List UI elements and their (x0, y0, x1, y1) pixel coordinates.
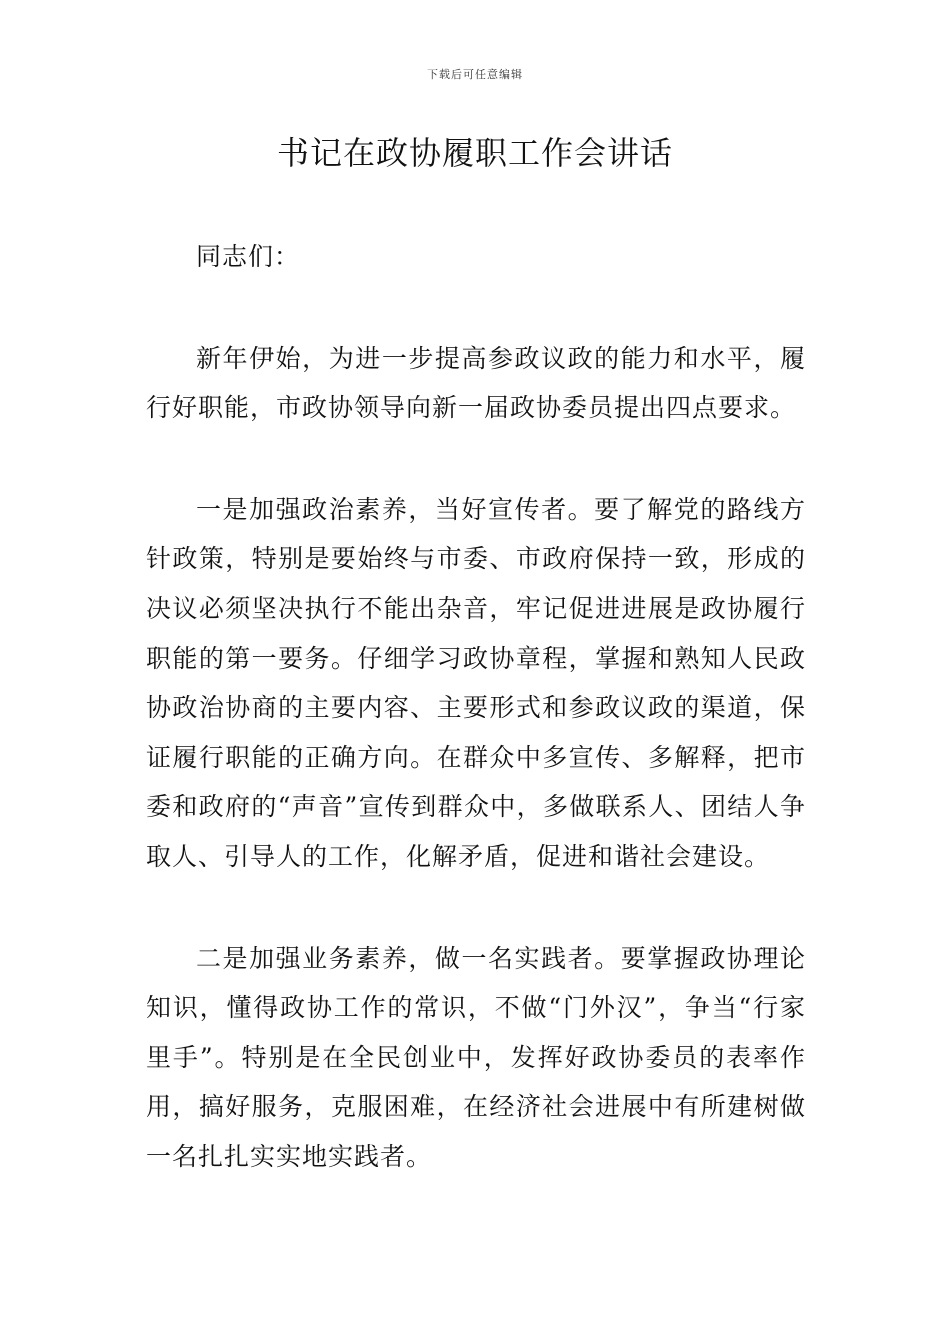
salutation: 同志们： (196, 242, 301, 271)
paragraph-point-one: 一是加强政治素养，当好宣传者。要了解党的路线方针政策，特别是要始终与市委、市政府保持一致，形成的决议必须坚决执行不能出杂音，牢记促进进展是政协履行职能的第一要务。仔细学习政协章程，掌握和熟知人民政协政治协商的主要内容、主要形式和参政议政的渠道，保证履行职能的正确方向。在群众中多宣传、多解释，把市委和政府的“声音”宣传到群众中，多做联系人、团结人争取人、引导人的工作，化解矛盾，促进和谐社会建设。 (146, 494, 806, 871)
header-note: 下载后可任意编辑 (427, 68, 523, 81)
paragraph-intro: 新年伊始，为进一步提高参政议政的能力和水平，履行好职能，市政协领导向新一届政协委员提出四点要求。 (146, 343, 806, 423)
document-body (146, 232, 806, 1234)
paragraph-point-two: 二是加强业务素养，做一名实践者。要掌握政协理论知识，懂得政协工作的常识，不做“门外汉”，争当“行家里手”。特别是在全民创业中，发挥好政协委员的表率作用，搞好服务，克服困难，在经济社会进展中有所建树做一名扎扎实实地实践者。 (146, 943, 806, 1171)
document-title: 书记在政协履职工作会讲话 (276, 134, 673, 172)
